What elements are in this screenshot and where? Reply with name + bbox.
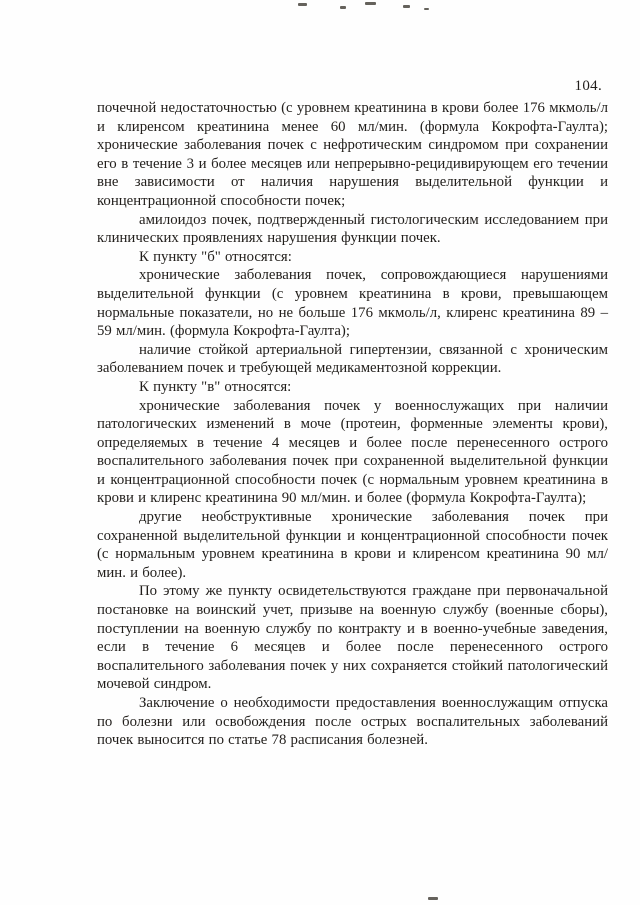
document-body xyxy=(97,99,608,750)
paragraph: По этому же пункту освидетельствуются граждане при первоначальной постановке на воинский учет, призыве на военную службу (военные сборы), поступлении на военную службу по контракту и в военно-учебные заведения, если в течение 6 месяцев и более после перенесенного острого воспалительного заболевания почек у них сохраняется стойкий патологический мочевой синдром. xyxy=(97,583,608,693)
scan-artifact xyxy=(424,8,429,10)
paragraph: наличие стойкой артериальной гипертензии, связанной с хроническим заболеванием почек и требующей медикаментозной коррекции. xyxy=(97,341,608,377)
paragraph: почечной недостаточностью (с уровнем креатинина в крови более 176 мкмоль/л и клиренсом креатинина менее 60 мл/мин. (формула Кокрофта-Гаулта); хронические заболевания почек с нефротическим синдромом при сохранении его в течение 3 и более месяцев или непрерывно-рецидивирующем его течении вне зависимости от наличия нарушения выделительной функции и концентрационной способности почек; xyxy=(97,100,608,209)
scan-artifact xyxy=(365,2,376,5)
scan-artifact xyxy=(428,897,438,900)
scan-artifact xyxy=(340,6,346,9)
page-number: 104. xyxy=(574,78,602,94)
paragraph: К пункту "б" относятся: xyxy=(139,248,292,265)
scan-artifact xyxy=(298,3,307,6)
paragraph: К пункту "в" относятся: xyxy=(139,378,292,395)
paragraph: хронические заболевания почек у военнослужащих при наличии патологических изменений в моче (протеин, форменные элементы крови), определяемых в течение 4 месяцев и более после перенесенного острого воспалительного заболевания почек при сохраненной выделительной функции и концентрационной способности почек (с нормальным уровнем креатинина в крови и клиренс креатинина 90 мл/мин. и более (формула Кокрофта-Гаулта); xyxy=(97,397,608,507)
paragraph: хронические заболевания почек, сопровождающиеся нарушениями выделительной функции (с уровнем креатинина в крови, превышающем нормальные показатели, но не больше 176 мкмоль/л, клиренс креатинина 89 – 59 мл/мин. (формула Кокрофта-Гаулта); xyxy=(97,267,608,340)
paragraph: другие необструктивные хронические заболевания почек при сохраненной выделительной функции и концентрационной способности почек (с нормальным уровнем креатинина в крови и клиренсом креатинина 90 мл/мин. и более). xyxy=(97,509,608,581)
paragraph: амилоидоз почек, подтвержденный гистологическим исследованием при клинических проявлениях нарушения функции почек. xyxy=(97,211,608,247)
scan-artifact xyxy=(403,5,410,8)
paragraph: Заключение о необходимости предоставления военнослужащим отпуска по болезни или освобождения после острых воспалительных заболеваний почек выносится по статье 78 расписания болезней. xyxy=(97,695,608,749)
